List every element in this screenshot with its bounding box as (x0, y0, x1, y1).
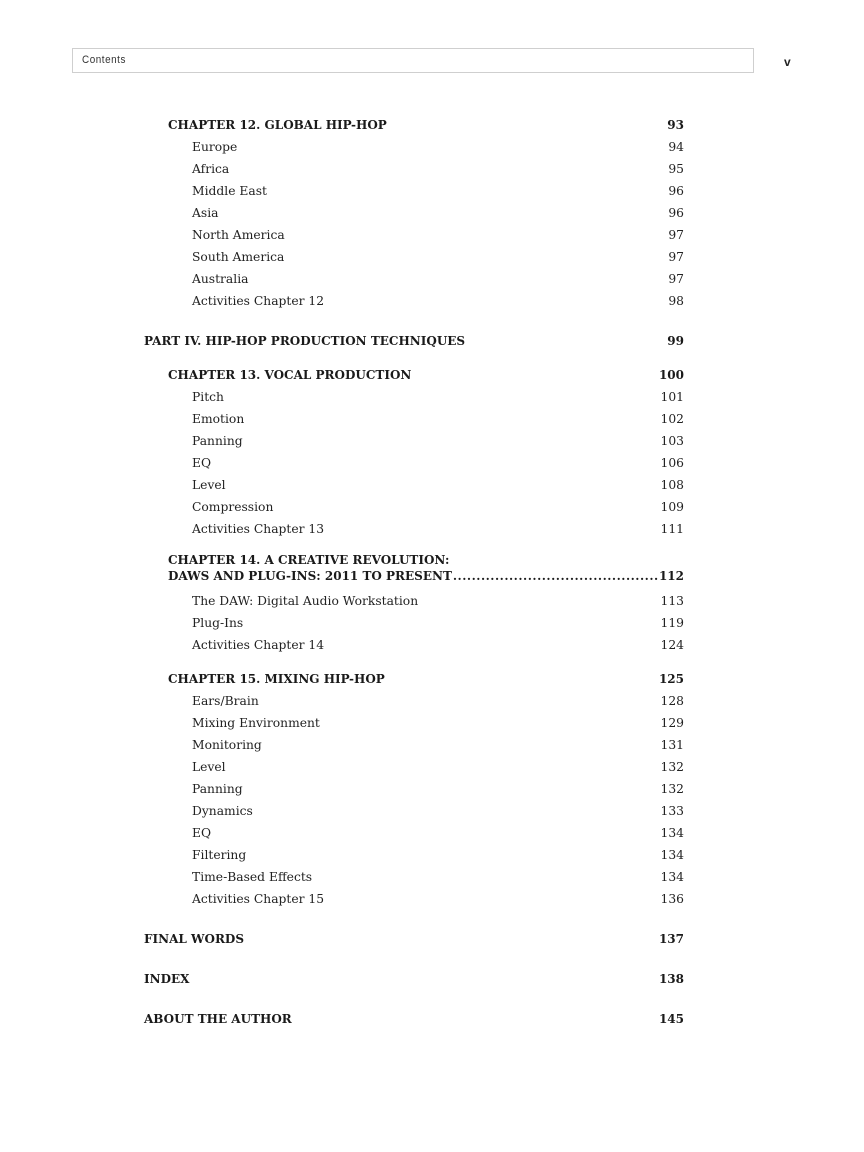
toc-entry-page: 98 (668, 294, 684, 308)
toc-entry-title: Time-Based Effects (192, 870, 313, 884)
toc-entry-page: 108 (660, 478, 684, 492)
toc-entry-sub[interactable] (144, 246, 684, 268)
toc-entry-page: 111 (660, 522, 684, 536)
toc-entry-page: 97 (668, 228, 684, 242)
toc-entry-page: 103 (660, 434, 684, 448)
toc-entry-page: 132 (660, 782, 684, 796)
toc-entry-chapter[interactable] (144, 568, 684, 584)
toc-entry-title: Level (192, 760, 226, 774)
dot-leader (238, 139, 667, 151)
dot-leader (325, 293, 667, 305)
dot-leader (453, 568, 658, 580)
dot-leader (388, 117, 666, 129)
dot-leader (249, 271, 667, 283)
toc-entry-page: 112 (658, 569, 684, 583)
dot-leader (219, 205, 667, 217)
toc-entry-sub[interactable] (144, 778, 684, 800)
dot-leader (321, 715, 660, 727)
toc-entry-title: Dynamics (192, 804, 253, 818)
toc-entry-sub[interactable] (144, 158, 684, 180)
toc-entry-title: CHAPTER 13. VOCAL PRODUCTION (168, 368, 412, 382)
toc-entry-sub[interactable] (144, 590, 684, 612)
dot-leader (245, 411, 659, 423)
toc-entry-page: 99 (667, 334, 684, 348)
toc-entry-title: Compression (192, 500, 274, 514)
toc-entry-page: 97 (668, 250, 684, 264)
toc-entry-title: Ears/Brain (192, 694, 259, 708)
toc-entry-title: FINAL WORDS (144, 932, 245, 946)
toc-entry-title: INDEX (144, 972, 190, 986)
toc-entry-sub[interactable] (144, 612, 684, 634)
toc-entry-chapter[interactable] (144, 114, 684, 136)
toc-entry-title: Monitoring (192, 738, 262, 752)
dot-leader (293, 1011, 658, 1023)
header-title: Contents (82, 54, 126, 66)
toc-entry-page: 145 (658, 1012, 684, 1026)
toc-entry-title: Filtering (192, 848, 247, 862)
toc-entry-sub[interactable] (144, 756, 684, 778)
toc-entry-title: Pitch (192, 390, 224, 404)
toc-entry-sub[interactable] (144, 474, 684, 496)
toc-entry-chapter[interactable] (144, 668, 684, 690)
dot-leader (230, 161, 667, 173)
toc-entry-title: Activities Chapter 12 (192, 294, 325, 308)
toc-entry-page: 106 (660, 456, 684, 470)
dot-leader (227, 477, 660, 489)
dot-leader (212, 825, 659, 837)
toc-entry-part[interactable] (144, 330, 684, 352)
toc-entry-title: Africa (192, 162, 230, 176)
toc-entry-page: 125 (658, 672, 684, 686)
toc-entry-sub[interactable] (144, 408, 684, 430)
toc-entry-title: Panning (192, 434, 243, 448)
dot-leader (419, 593, 659, 605)
toc-entry-title: DAWS AND PLUG-INS: 2011 TO PRESENT (168, 569, 452, 583)
toc-entry-page: 131 (660, 738, 684, 752)
toc-entry-back[interactable] (144, 968, 684, 990)
dot-leader (254, 803, 660, 815)
toc-entry-page: 137 (658, 932, 684, 946)
dot-leader (325, 891, 659, 903)
toc-entry-page: 132 (660, 760, 684, 774)
dot-leader (227, 759, 660, 771)
table-of-contents (144, 114, 684, 1030)
dot-leader (245, 931, 658, 943)
toc-entry-sub[interactable] (144, 496, 684, 518)
dot-leader (268, 183, 667, 195)
toc-entry-page: 96 (668, 184, 684, 198)
toc-chapter-title-line[interactable]: CHAPTER 14. A CREATIVE REVOLUTION: (168, 553, 450, 567)
dot-leader (244, 615, 659, 627)
dot-leader (190, 971, 657, 983)
toc-entry-page: 134 (660, 826, 684, 840)
dot-leader (247, 847, 659, 859)
dot-leader (244, 433, 660, 445)
toc-entry-title: Activities Chapter 13 (192, 522, 325, 536)
toc-entry-sub[interactable] (144, 734, 684, 756)
toc-entry-page: 134 (660, 848, 684, 862)
toc-entry-title: Middle East (192, 184, 267, 198)
toc-entry-back[interactable] (144, 928, 684, 950)
toc-entry-sub[interactable] (144, 224, 684, 246)
dot-leader (412, 367, 658, 379)
toc-entry-page: 109 (660, 500, 684, 514)
toc-entry-sub[interactable] (144, 712, 684, 734)
dot-leader (386, 671, 658, 683)
toc-entry-title: CHAPTER 15. MIXING HIP-HOP (168, 672, 385, 686)
dot-leader (274, 499, 659, 511)
toc-entry-page: 100 (658, 368, 684, 382)
toc-entry-page: 129 (660, 716, 684, 730)
toc-entry-title: Asia (192, 206, 219, 220)
toc-entry-page: 95 (668, 162, 684, 176)
dot-leader (285, 249, 667, 261)
toc-entry-title: Emotion (192, 412, 245, 426)
toc-entry-page: 134 (660, 870, 684, 884)
toc-entry-sub[interactable] (144, 180, 684, 202)
toc-entry-title: EQ (192, 456, 212, 470)
toc-entry-page: 133 (660, 804, 684, 818)
toc-entry-page: 102 (660, 412, 684, 426)
toc-entry-sub[interactable] (144, 888, 684, 910)
toc-entry-page: 113 (660, 594, 684, 608)
toc-entry-sub[interactable] (144, 844, 684, 866)
toc-entry-page: 128 (660, 694, 684, 708)
toc-entry-sub[interactable] (144, 822, 684, 844)
toc-entry-sub[interactable] (144, 452, 684, 474)
toc-entry-sub[interactable] (144, 268, 684, 290)
toc-entry-title: CHAPTER 12. GLOBAL HIP-HOP (168, 118, 387, 132)
toc-entry-title: Australia (192, 272, 249, 286)
toc-entry-title: Europe (192, 140, 238, 154)
toc-entry-page: 101 (660, 390, 684, 404)
dot-leader (244, 781, 660, 793)
dot-leader (313, 869, 659, 881)
toc-entry-sub[interactable] (144, 634, 684, 656)
toc-entry-title: PART IV. HIP-HOP PRODUCTION TECHNIQUES (144, 334, 466, 348)
toc-entry-title: ABOUT THE AUTHOR (144, 1012, 292, 1026)
page-number: v (784, 55, 791, 69)
dot-leader (325, 521, 659, 533)
toc-entry-sub[interactable] (144, 136, 684, 158)
toc-entry-page: 136 (660, 892, 684, 906)
dot-leader (260, 693, 660, 705)
toc-entry-page: 97 (668, 272, 684, 286)
toc-entry-chapter[interactable] (144, 364, 684, 386)
dot-leader (212, 455, 659, 467)
dot-leader (225, 389, 660, 401)
dot-leader (325, 637, 659, 649)
toc-entry-sub[interactable] (144, 430, 684, 452)
toc-entry-title: Activities Chapter 14 (192, 638, 325, 652)
toc-entry-page: 93 (667, 118, 684, 132)
toc-entry-sub[interactable] (144, 518, 684, 540)
toc-entry-sub[interactable] (144, 290, 684, 312)
toc-entry-title: Activities Chapter 15 (192, 892, 325, 906)
toc-entry-page: 138 (658, 972, 684, 986)
dot-leader (466, 333, 666, 345)
toc-entry-page: 96 (668, 206, 684, 220)
toc-entry-title: South America (192, 250, 285, 264)
toc-entry-sub[interactable] (144, 690, 684, 712)
running-header (72, 48, 754, 73)
toc-entry-title: Level (192, 478, 226, 492)
toc-entry-title: Plug-Ins (192, 616, 244, 630)
toc-entry-title: The DAW: Digital Audio Workstation (192, 594, 419, 608)
toc-entry-title: North America (192, 228, 285, 242)
toc-entry-sub[interactable] (144, 202, 684, 224)
toc-entry-title: Mixing Environment (192, 716, 320, 730)
toc-entry-sub[interactable] (144, 866, 684, 888)
toc-entry-page: 124 (660, 638, 684, 652)
toc-entry-page: 94 (668, 140, 684, 154)
toc-entry-page: 119 (660, 616, 684, 630)
toc-entry-sub[interactable] (144, 386, 684, 408)
toc-entry-sub[interactable] (144, 800, 684, 822)
dot-leader (263, 737, 660, 749)
toc-entry-title: Panning (192, 782, 243, 796)
toc-entry-title: EQ (192, 826, 212, 840)
toc-entry-back[interactable] (144, 1008, 684, 1030)
dot-leader (286, 227, 668, 239)
